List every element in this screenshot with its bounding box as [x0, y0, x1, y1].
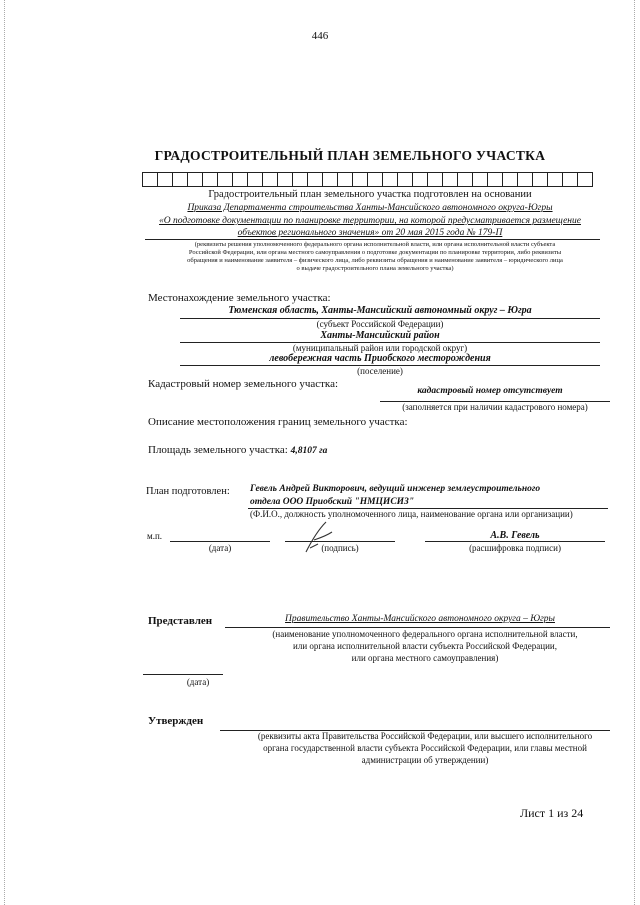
presented-note-3: или органа местного самоуправления) — [351, 653, 499, 663]
location-settlement: левобережная часть Приобского месторождения — [269, 353, 491, 364]
decoding-note: (расшифровка подписи) — [469, 543, 561, 553]
prepared-line-2: отдела ООО Приобский "НМЦИСИЗ" — [250, 497, 415, 507]
presented-date-note: (дата) — [186, 677, 210, 687]
basis-note-1: (реквизиты решения уполномоченного федерального органа исполнительной власти, или органа исполнительной власти субъекта — [194, 241, 556, 248]
signature-rule — [285, 541, 395, 542]
boundaries-label: Описание местоположения границ земельного участка: — [148, 416, 408, 428]
presented-label: Представлен — [148, 615, 213, 627]
prepared-line-1: Гевель Андрей Викторович, ведущий инженер землеустроительного — [250, 484, 541, 494]
presented-note-2: или органа исполнительной власти субъекта Российской Федерации, — [293, 641, 557, 651]
area-value: 4,8107 га — [290, 446, 328, 456]
approved-label: Утвержден — [148, 715, 204, 727]
approved-note-1: (реквизиты акта Правительства Российской Федерации, или высшего исполнительного — [257, 731, 593, 741]
presented-note-1: (наименование уполномоченного федерального органа исполнительной власти, — [272, 629, 578, 639]
scan-edge-right — [634, 0, 635, 905]
scan-edge-left — [4, 0, 5, 905]
sheet-counter: Лист 1 из 24 — [520, 806, 584, 820]
approved-note-3: администрации об утверждении) — [361, 755, 489, 765]
location-subject-note: (субъект Российской Федерации) — [316, 319, 444, 329]
cadastral-note: (заполняется при наличии кадастрового номера) — [402, 402, 588, 412]
basis-rule — [145, 239, 600, 240]
prepared-label: План подготовлен: — [146, 486, 230, 497]
date-rule — [170, 541, 270, 542]
presented-value: Правительство Ханты-Мансийского автономного округа – Югры — [285, 614, 555, 624]
signature-note: (подпись) — [321, 543, 359, 553]
location-subject: Тюменская область, Ханты-Мансийский автономный округ – Югра — [228, 305, 532, 316]
cadastral-label: Кадастровый номер земельного участка: — [148, 378, 339, 390]
presented-rule — [225, 627, 610, 628]
stamp-place-label: м.п. — [147, 531, 163, 541]
area-label: Площадь земельного участка: — [148, 444, 288, 456]
location-district-note: (муниципальный район или городской округ) — [292, 343, 468, 353]
area-row — [148, 444, 327, 456]
cadastral-number-cells — [142, 172, 593, 187]
page-number: 446 — [311, 30, 329, 42]
basis-note-2: Российской Федерации, или органа местного самоуправления о подготовке документации по планировке территории, либо реквизиты — [188, 249, 562, 256]
approved-note-2: органа государственной власти субъекта Российской Федерации, или главы местной — [263, 743, 587, 753]
cadastral-value: кадастровый номер отсутствует — [417, 386, 563, 396]
location-settlement-note: (поселение) — [357, 366, 403, 376]
location-district: Ханты-Мансийский район — [320, 330, 440, 341]
presented-date-rule — [143, 674, 223, 675]
decoding-rule — [425, 541, 605, 542]
basis-line-2: Приказа Департамента строительства Ханты-Мансийского автономного округа-Югры — [187, 203, 553, 213]
basis-note-4: о выдаче градостроительного плана земельного участка) — [296, 265, 454, 272]
basis-line-4: объектов регионального значения» от 20 мая 2015 года № 179-П — [237, 228, 503, 238]
location-label: Местонахождение земельного участка: — [148, 292, 331, 304]
signature-decoding: А.В. Гевель — [490, 530, 540, 541]
basis-line-1: Градостроительный план земельного участка подготовлен на основании — [208, 189, 532, 200]
prepared-note: (Ф.И.О., должность уполномоченного лица, наименование органа или организации) — [250, 509, 573, 519]
document-title: ГРАДОСТРОИТЕЛЬНЫЙ ПЛАН ЗЕМЕЛЬНОГО УЧАСТКА — [154, 148, 546, 163]
basis-note-3: обращения и наименование заявителя – физического лица, либо реквизиты обращения и наименование заявителя – юридического лица — [187, 257, 563, 264]
basis-line-3: «О подготовке документации по планировке территории, на которой предусматривается размещение — [159, 216, 581, 226]
date-note: (дата) — [208, 543, 232, 553]
